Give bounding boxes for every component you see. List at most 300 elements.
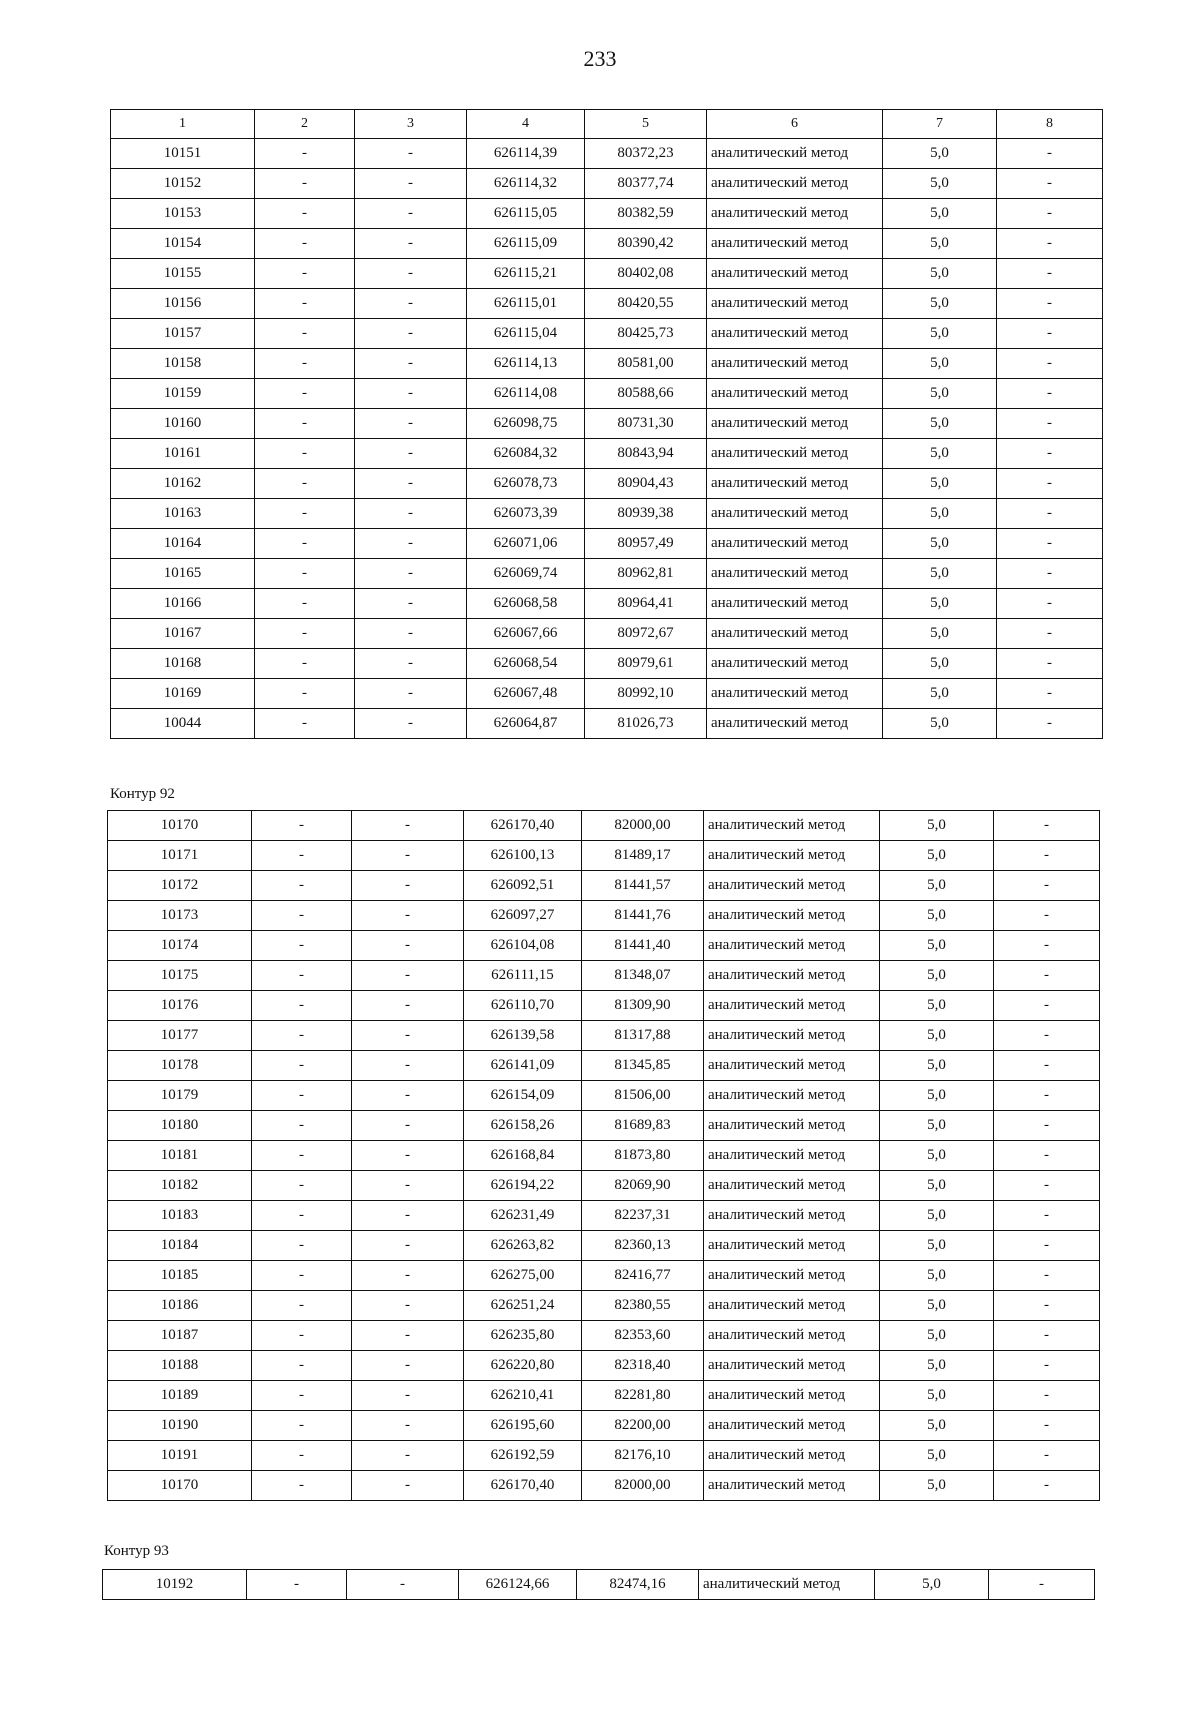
- col3-value: -: [352, 1261, 464, 1291]
- x-coordinate: 626124,66: [459, 1570, 577, 1600]
- y-coordinate: 81317,88: [582, 1021, 704, 1051]
- accuracy: 5,0: [883, 679, 997, 709]
- col2-value: -: [255, 619, 355, 649]
- x-coordinate: 626115,21: [467, 259, 585, 289]
- col2-value: -: [252, 931, 352, 961]
- table-row: [108, 1291, 1100, 1321]
- accuracy: 5,0: [880, 1201, 994, 1231]
- table-row: [108, 841, 1100, 871]
- accuracy: 5,0: [883, 319, 997, 349]
- table-row: [111, 469, 1103, 499]
- x-coordinate: 626114,39: [467, 139, 585, 169]
- table-row: [103, 1570, 1095, 1600]
- table-row: [111, 349, 1103, 379]
- method: аналитический метод: [707, 679, 883, 709]
- method: аналитический метод: [704, 811, 880, 841]
- point-number: 10189: [108, 1381, 252, 1411]
- method: аналитический метод: [704, 931, 880, 961]
- col8-value: -: [994, 1261, 1100, 1291]
- y-coordinate: 81489,17: [582, 841, 704, 871]
- col8-value: -: [994, 1081, 1100, 1111]
- col8-value: -: [994, 1351, 1100, 1381]
- col2-value: -: [252, 1141, 352, 1171]
- col8-value: -: [994, 1231, 1100, 1261]
- y-coordinate: 80425,73: [585, 319, 707, 349]
- accuracy: 5,0: [883, 649, 997, 679]
- col2-value: -: [252, 1171, 352, 1201]
- col2-value: -: [255, 439, 355, 469]
- accuracy: 5,0: [880, 1321, 994, 1351]
- x-coordinate: 626220,80: [464, 1351, 582, 1381]
- x-coordinate: 626114,08: [467, 379, 585, 409]
- col2-value: -: [255, 589, 355, 619]
- method: аналитический метод: [707, 409, 883, 439]
- y-coordinate: 82176,10: [582, 1441, 704, 1471]
- x-coordinate: 626068,58: [467, 589, 585, 619]
- col3-value: -: [352, 1291, 464, 1321]
- col3-value: -: [352, 1321, 464, 1351]
- col2-value: -: [255, 229, 355, 259]
- method: аналитический метод: [704, 1141, 880, 1171]
- y-coordinate: 80992,10: [585, 679, 707, 709]
- col2-value: -: [252, 1111, 352, 1141]
- contour-92-label: Контур 92: [110, 786, 175, 802]
- col2-value: -: [252, 1441, 352, 1471]
- col8-value: -: [989, 1570, 1095, 1600]
- accuracy: 5,0: [880, 1471, 994, 1501]
- table-row: [108, 1021, 1100, 1051]
- method: аналитический метод: [707, 199, 883, 229]
- x-coordinate: 626068,54: [467, 649, 585, 679]
- method: аналитический метод: [707, 649, 883, 679]
- table-row: [111, 709, 1103, 739]
- x-coordinate: 626111,15: [464, 961, 582, 991]
- col8-value: -: [997, 169, 1103, 199]
- y-coordinate: 80402,08: [585, 259, 707, 289]
- method: аналитический метод: [707, 559, 883, 589]
- y-coordinate: 80957,49: [585, 529, 707, 559]
- table-row: [108, 901, 1100, 931]
- point-number: 10151: [111, 139, 255, 169]
- x-coordinate: 626251,24: [464, 1291, 582, 1321]
- method: аналитический метод: [704, 1231, 880, 1261]
- col3-value: -: [352, 1471, 464, 1501]
- col8-value: -: [994, 1411, 1100, 1441]
- column-header-6: 6: [707, 110, 883, 139]
- col2-value: -: [252, 1231, 352, 1261]
- col3-value: -: [355, 139, 467, 169]
- coordinates-table-3: [102, 1569, 1094, 1600]
- method: аналитический метод: [704, 991, 880, 1021]
- col2-value: -: [255, 469, 355, 499]
- x-coordinate: 626078,73: [467, 469, 585, 499]
- point-number: 10155: [111, 259, 255, 289]
- col2-value: -: [252, 1321, 352, 1351]
- col8-value: -: [997, 619, 1103, 649]
- x-coordinate: 626098,75: [467, 409, 585, 439]
- y-coordinate: 82200,00: [582, 1411, 704, 1441]
- col2-value: -: [252, 1261, 352, 1291]
- method: аналитический метод: [704, 1411, 880, 1441]
- table-row: [111, 529, 1103, 559]
- accuracy: 5,0: [880, 1171, 994, 1201]
- col3-value: -: [355, 469, 467, 499]
- x-coordinate: 626235,80: [464, 1321, 582, 1351]
- table-row: [111, 139, 1103, 169]
- point-number: 10169: [111, 679, 255, 709]
- table-row: [108, 1441, 1100, 1471]
- y-coordinate: 80843,94: [585, 439, 707, 469]
- col8-value: -: [994, 811, 1100, 841]
- point-number: 10179: [108, 1081, 252, 1111]
- table-row: [111, 259, 1103, 289]
- y-coordinate: 81345,85: [582, 1051, 704, 1081]
- col3-value: -: [355, 499, 467, 529]
- col3-value: -: [352, 991, 464, 1021]
- method: аналитический метод: [707, 319, 883, 349]
- table-row: [108, 1111, 1100, 1141]
- y-coordinate: 81441,57: [582, 871, 704, 901]
- point-number: 10156: [111, 289, 255, 319]
- y-coordinate: 80372,23: [585, 139, 707, 169]
- accuracy: 5,0: [883, 439, 997, 469]
- col3-value: -: [352, 1441, 464, 1471]
- table-row: [108, 1201, 1100, 1231]
- table-row: [108, 1471, 1100, 1501]
- method: аналитический метод: [707, 439, 883, 469]
- accuracy: 5,0: [883, 529, 997, 559]
- table-row: [111, 499, 1103, 529]
- y-coordinate: 82000,00: [582, 811, 704, 841]
- col3-value: -: [352, 1411, 464, 1441]
- x-coordinate: 626231,49: [464, 1201, 582, 1231]
- column-header-5: 5: [585, 110, 707, 139]
- accuracy: 5,0: [883, 409, 997, 439]
- col2-value: -: [255, 499, 355, 529]
- point-number: 10174: [108, 931, 252, 961]
- y-coordinate: 81873,80: [582, 1141, 704, 1171]
- col3-value: -: [355, 289, 467, 319]
- y-coordinate: 82069,90: [582, 1171, 704, 1201]
- method: аналитический метод: [704, 1381, 880, 1411]
- method: аналитический метод: [704, 1351, 880, 1381]
- col3-value: -: [355, 319, 467, 349]
- col3-value: -: [355, 619, 467, 649]
- table-row: [108, 1171, 1100, 1201]
- y-coordinate: 80979,61: [585, 649, 707, 679]
- x-coordinate: 626064,87: [467, 709, 585, 739]
- point-number: 10164: [111, 529, 255, 559]
- table-row: [111, 679, 1103, 709]
- page-number: 233: [583, 46, 617, 71]
- coordinates-table-2: [107, 810, 1099, 1501]
- col3-value: -: [352, 1111, 464, 1141]
- point-number: 10185: [108, 1261, 252, 1291]
- accuracy: 5,0: [880, 1261, 994, 1291]
- accuracy: 5,0: [880, 1111, 994, 1141]
- contour-93-label: Контур 93: [104, 1543, 169, 1559]
- table-row: [108, 811, 1100, 841]
- col2-value: -: [255, 559, 355, 589]
- point-number: 10158: [111, 349, 255, 379]
- col3-value: -: [352, 1201, 464, 1231]
- y-coordinate: 80581,00: [585, 349, 707, 379]
- accuracy: 5,0: [880, 901, 994, 931]
- col8-value: -: [997, 649, 1103, 679]
- x-coordinate: 626115,09: [467, 229, 585, 259]
- col3-value: -: [355, 169, 467, 199]
- table-row: [111, 409, 1103, 439]
- col2-value: -: [255, 139, 355, 169]
- col8-value: -: [997, 379, 1103, 409]
- point-number: 10188: [108, 1351, 252, 1381]
- point-number: 10186: [108, 1291, 252, 1321]
- table-row: [108, 961, 1100, 991]
- col2-value: -: [252, 1471, 352, 1501]
- y-coordinate: 81441,76: [582, 901, 704, 931]
- y-coordinate: 80972,67: [585, 619, 707, 649]
- x-coordinate: 626115,05: [467, 199, 585, 229]
- table-body: [103, 1570, 1095, 1600]
- method: аналитический метод: [704, 901, 880, 931]
- method: аналитический метод: [707, 469, 883, 499]
- col8-value: -: [997, 529, 1103, 559]
- method: аналитический метод: [704, 1051, 880, 1081]
- method: аналитический метод: [707, 139, 883, 169]
- x-coordinate: 626210,41: [464, 1381, 582, 1411]
- col3-value: -: [355, 559, 467, 589]
- x-coordinate: 626115,01: [467, 289, 585, 319]
- col8-value: -: [997, 709, 1103, 739]
- x-coordinate: 626097,27: [464, 901, 582, 931]
- y-coordinate: 80731,30: [585, 409, 707, 439]
- method: аналитический метод: [704, 1201, 880, 1231]
- x-coordinate: 626071,06: [467, 529, 585, 559]
- col3-value: -: [352, 1351, 464, 1381]
- col8-value: -: [997, 499, 1103, 529]
- accuracy: 5,0: [880, 1411, 994, 1441]
- col8-value: -: [994, 1111, 1100, 1141]
- table-row: [108, 1231, 1100, 1261]
- x-coordinate: 626073,39: [467, 499, 585, 529]
- col8-value: -: [994, 1171, 1100, 1201]
- col8-value: -: [997, 319, 1103, 349]
- accuracy: 5,0: [875, 1570, 989, 1600]
- col2-value: -: [255, 679, 355, 709]
- method: аналитический метод: [704, 841, 880, 871]
- col3-value: -: [355, 709, 467, 739]
- method: аналитический метод: [707, 499, 883, 529]
- x-coordinate: 626263,82: [464, 1231, 582, 1261]
- accuracy: 5,0: [883, 379, 997, 409]
- col2-value: -: [252, 1351, 352, 1381]
- table-row: [111, 649, 1103, 679]
- col2-value: -: [252, 961, 352, 991]
- table-body: [108, 811, 1100, 1501]
- point-number: 10181: [108, 1141, 252, 1171]
- col2-value: -: [252, 1201, 352, 1231]
- accuracy: 5,0: [880, 811, 994, 841]
- table-row: [108, 1051, 1100, 1081]
- col3-value: -: [355, 259, 467, 289]
- col2-value: -: [252, 871, 352, 901]
- accuracy: 5,0: [883, 289, 997, 319]
- col8-value: -: [997, 349, 1103, 379]
- accuracy: 5,0: [880, 1381, 994, 1411]
- point-number: 10180: [108, 1111, 252, 1141]
- y-coordinate: 82281,80: [582, 1381, 704, 1411]
- y-coordinate: 81506,00: [582, 1081, 704, 1111]
- point-number: 10159: [111, 379, 255, 409]
- x-coordinate: 626104,08: [464, 931, 582, 961]
- table-header-row: [111, 110, 1103, 139]
- col2-value: -: [252, 1081, 352, 1111]
- accuracy: 5,0: [880, 871, 994, 901]
- col3-value: -: [352, 931, 464, 961]
- col2-value: -: [252, 841, 352, 871]
- x-coordinate: 626084,32: [467, 439, 585, 469]
- column-header-2: 2: [255, 110, 355, 139]
- accuracy: 5,0: [883, 619, 997, 649]
- col8-value: -: [997, 589, 1103, 619]
- y-coordinate: 80390,42: [585, 229, 707, 259]
- point-number: 10153: [111, 199, 255, 229]
- point-number: 10173: [108, 901, 252, 931]
- column-header-7: 7: [883, 110, 997, 139]
- point-number: 10175: [108, 961, 252, 991]
- method: аналитический метод: [704, 1171, 880, 1201]
- col3-value: -: [355, 229, 467, 259]
- accuracy: 5,0: [883, 199, 997, 229]
- x-coordinate: 626170,40: [464, 811, 582, 841]
- col2-value: -: [252, 811, 352, 841]
- col8-value: -: [994, 1471, 1100, 1501]
- col8-value: -: [997, 289, 1103, 319]
- col8-value: -: [997, 409, 1103, 439]
- accuracy: 5,0: [880, 1051, 994, 1081]
- point-number: 10184: [108, 1231, 252, 1261]
- col2-value: -: [255, 409, 355, 439]
- col2-value: -: [255, 349, 355, 379]
- table-row: [108, 1261, 1100, 1291]
- y-coordinate: 82416,77: [582, 1261, 704, 1291]
- y-coordinate: 82353,60: [582, 1321, 704, 1351]
- point-number: 10168: [111, 649, 255, 679]
- col2-value: -: [255, 259, 355, 289]
- col3-value: -: [355, 649, 467, 679]
- accuracy: 5,0: [880, 1081, 994, 1111]
- y-coordinate: 81309,90: [582, 991, 704, 1021]
- y-coordinate: 80962,81: [585, 559, 707, 589]
- point-number: 10183: [108, 1201, 252, 1231]
- col3-value: -: [355, 409, 467, 439]
- y-coordinate: 82360,13: [582, 1231, 704, 1261]
- point-number: 10192: [103, 1570, 247, 1600]
- accuracy: 5,0: [880, 931, 994, 961]
- y-coordinate: 82000,00: [582, 1471, 704, 1501]
- col3-value: -: [352, 1171, 464, 1201]
- col8-value: -: [997, 559, 1103, 589]
- x-coordinate: 626139,58: [464, 1021, 582, 1051]
- col3-value: -: [352, 1231, 464, 1261]
- method: аналитический метод: [707, 529, 883, 559]
- accuracy: 5,0: [880, 1021, 994, 1051]
- col8-value: -: [994, 841, 1100, 871]
- x-coordinate: 626067,66: [467, 619, 585, 649]
- point-number: 10191: [108, 1441, 252, 1471]
- point-number: 10165: [111, 559, 255, 589]
- point-number: 10167: [111, 619, 255, 649]
- table-row: [111, 319, 1103, 349]
- col2-value: -: [252, 1021, 352, 1051]
- x-coordinate: 626069,74: [467, 559, 585, 589]
- x-coordinate: 626195,60: [464, 1411, 582, 1441]
- x-coordinate: 626092,51: [464, 871, 582, 901]
- x-coordinate: 626115,04: [467, 319, 585, 349]
- method: аналитический метод: [704, 1111, 880, 1141]
- accuracy: 5,0: [883, 589, 997, 619]
- col8-value: -: [994, 1291, 1100, 1321]
- col3-value: -: [355, 349, 467, 379]
- x-coordinate: 626275,00: [464, 1261, 582, 1291]
- method: аналитический метод: [707, 169, 883, 199]
- y-coordinate: 81348,07: [582, 961, 704, 991]
- point-number: 10178: [108, 1051, 252, 1081]
- y-coordinate: 82474,16: [577, 1570, 699, 1600]
- table-row: [108, 991, 1100, 1021]
- col8-value: -: [994, 1021, 1100, 1051]
- table-row: [111, 559, 1103, 589]
- table-row: [111, 589, 1103, 619]
- method: аналитический метод: [707, 709, 883, 739]
- table-body: [111, 139, 1103, 739]
- point-number: 10161: [111, 439, 255, 469]
- point-number: 10170: [108, 811, 252, 841]
- table-row: [108, 1381, 1100, 1411]
- point-number: 10157: [111, 319, 255, 349]
- y-coordinate: 80588,66: [585, 379, 707, 409]
- col3-value: -: [352, 1021, 464, 1051]
- accuracy: 5,0: [883, 229, 997, 259]
- point-number: 10160: [111, 409, 255, 439]
- point-number: 10170: [108, 1471, 252, 1501]
- col2-value: -: [252, 1291, 352, 1321]
- table-row: [111, 439, 1103, 469]
- col3-value: -: [352, 1141, 464, 1171]
- accuracy: 5,0: [880, 1291, 994, 1321]
- accuracy: 5,0: [883, 169, 997, 199]
- col8-value: -: [994, 1051, 1100, 1081]
- point-number: 10190: [108, 1411, 252, 1441]
- col2-value: -: [252, 1381, 352, 1411]
- x-coordinate: 626168,84: [464, 1141, 582, 1171]
- table-row: [111, 619, 1103, 649]
- table-row: [108, 931, 1100, 961]
- table-row: [111, 199, 1103, 229]
- col3-value: -: [352, 841, 464, 871]
- y-coordinate: 82237,31: [582, 1201, 704, 1231]
- col8-value: -: [994, 1141, 1100, 1171]
- col8-value: -: [994, 901, 1100, 931]
- method: аналитический метод: [707, 619, 883, 649]
- method: аналитический метод: [707, 259, 883, 289]
- col2-value: -: [252, 991, 352, 1021]
- y-coordinate: 80964,41: [585, 589, 707, 619]
- x-coordinate: 626114,13: [467, 349, 585, 379]
- point-number: 10176: [108, 991, 252, 1021]
- y-coordinate: 80382,59: [585, 199, 707, 229]
- accuracy: 5,0: [880, 1141, 994, 1171]
